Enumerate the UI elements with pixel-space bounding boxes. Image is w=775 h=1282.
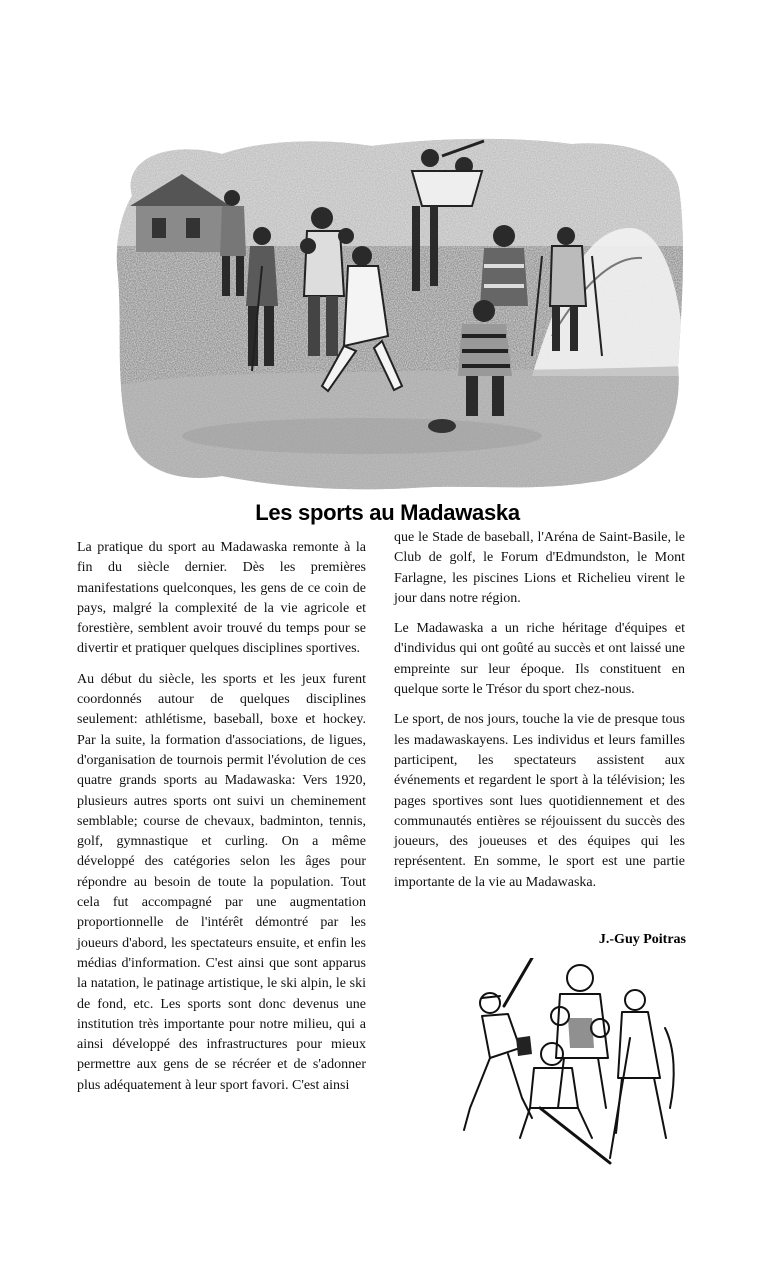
- paragraph: que le Stade de baseball, l'Aréna de Saint-Basile, le Club de golf, le Forum d'Edmundston, le Mont Farlagne, les piscines Lions et Richelieu virent le jour dans notre région.: [394, 530, 685, 606]
- paragraph: Le sport, de nos jours, touche la vie de presque tous les madawaskayens. Les individus et leurs familles participent, les spectateurs assistent aux événements et regardent le sport à la télévision; les pages sportives sont lues quotidiennement et des communautés entières se réjouissent du succès des joueurs, des joueuses et des équipes qui les représentent. En somme, le sport est une partie importante de la vie au Madawaska.: [394, 712, 685, 890]
- baseball-boxing-golf-sketch: [460, 958, 690, 1170]
- article-title: Les sports au Madawaska: [255, 500, 520, 525]
- sports-montage-illustration: [112, 136, 686, 492]
- paragraph: Le Madawaska a un riche héritage d'équipes et d'individus qui ont goûté au succès et ont laissé une empreinte sur leur époque. Ils constituent en quelque sorte le Trésor du sport chez-nous.: [394, 621, 685, 698]
- paragraph: La pratique du sport au Madawaska remonte à la fin du siècle dernier. Dès les premières manifestations quelconques, les gens de ce coin de pays, malgré la complexité de la vie agricole et forestière, semblent avoir trouvé du temps pour se divertir et pratiquer quelques disciplines sportives.: [77, 540, 366, 657]
- left-column: [77, 538, 366, 1106]
- right-column: [394, 528, 685, 903]
- paragraph: Au début du siècle, les sports et les jeux furent coordonnés autour de quelques disciplines seulement: athlétisme, baseball, boxe et hockey. Par la suite, la formation d'associations, de ligues, d'organisation de tournois permit l'évolution de ces quatre grands sports au Madawaska: Vers 1920, plusieurs autres sports ont suivi un cheminement semblable; course de chevaux, badminton, tennis, golf, gymnastique et curling. On a même développé des catégories selon les âges pour répondre au besoin de toute la population. Tout cela fut accompagné par une augmentation proportionnelle de l'intérêt démontré par les joueurs d'abord, les spectateurs ensuite, et enfin les médias d'information. C'est ainsi que sont apparus la natation, le patinage artistique, le ski alpin, le ski de fond, etc. Les sports sont donc devenus une institution très importante pour notre milieu, qui a ainsi développé des infrastructures pour mieux permettre aux gens de se récréer et de s'adonner plus adéquatement à leur sport favori. C'est ainsi: [77, 671, 366, 1093]
- author-signature: J.-Guy Poitras: [598, 932, 686, 947]
